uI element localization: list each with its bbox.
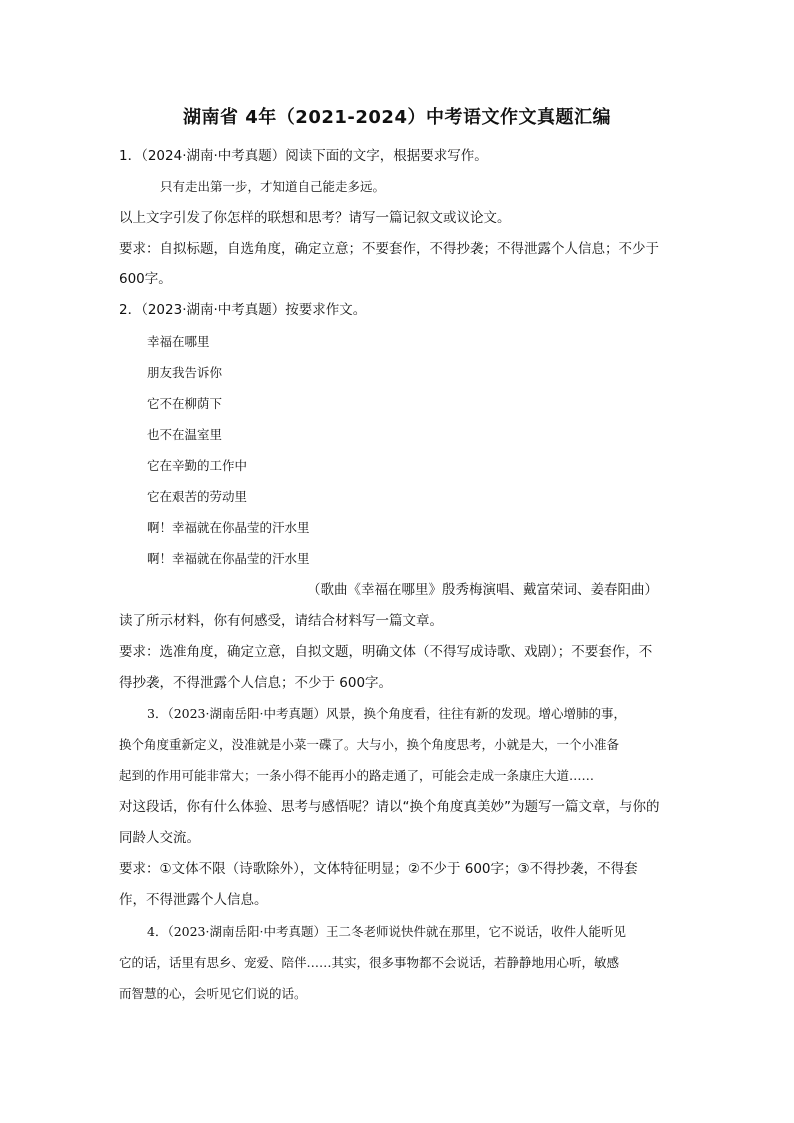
q1-prompt: 以上文字引发了你怎样的联想和思考？请写一篇记叙文或议论文。 — [119, 210, 511, 226]
q1-requirement-line2: 600字。 — [119, 271, 172, 287]
q2-lyric-line: 它在艰苦的劳动里 — [147, 489, 248, 504]
q2-lyric-line: 它不在柳荫下 — [147, 396, 223, 411]
q1-requirement-line1: 要求：自拟标题，自选角度，确定立意；不要套作，不得抄袭；不得泄露个人信息；不少于 — [119, 241, 659, 257]
q1-header: 1．（2024·湖南·中考真题）阅读下面的文字，根据要求写作。 — [119, 148, 488, 164]
q3-paragraph-line2: 换个角度重新定义，没准就是小菜一碟了。大与小，换个角度思考，小就是大，一个小准备 — [119, 737, 620, 752]
q2-lyric-line: 也不在温室里 — [147, 427, 223, 442]
q2-requirement-line2: 得抄袭，不得泄露个人信息；不少于 600字。 — [119, 675, 393, 691]
q3-requirement-line2: 作，不得泄露个人信息。 — [119, 892, 268, 908]
q2-lyric-line: 它在辛勤的工作中 — [147, 458, 248, 473]
q3-paragraph-line3: 起到的作用可能非常大；一条小得不能再小的路走通了，可能会走成一条康庄大道…… — [119, 768, 595, 783]
q2-requirement-line1: 要求：选准角度，确定立意，自拟文题，明确文体（不得写成诗歌、戏剧）；不要套作，不 — [119, 644, 653, 660]
q2-lyric-line: 幸福在哪里 — [147, 334, 210, 349]
q2-lyric-line: 啊！幸福就在你晶莹的汗水里 — [147, 551, 310, 566]
q3-requirement-line1: 要求：①文体不限（诗歌除外），文体特征明显；②不少于 600字；③不得抄袭，不得套 — [119, 861, 638, 877]
q4-paragraph-line3: 而智慧的心，会听见它们说的话。 — [119, 986, 307, 1001]
q2-header: 2．（2023·湖南·中考真题）按要求作文。 — [119, 302, 367, 318]
q4-paragraph-line2: 它的话，话里有思乡、宠爱、陪伴……其实，很多事物都不会说话，若静静地用心听，敏感 — [119, 955, 620, 970]
q4-paragraph-line1: 4．（2023·湖南岳阳·中考真题）王二冬老师说快件就在那里，它不说话，收件人能听见 — [147, 924, 626, 939]
q3-paragraph-line1: 3．（2023·湖南岳阳·中考真题）风景，换个角度看，往往有新的发现。增心增肺的事， — [147, 706, 626, 721]
q3-prompt-line1: 对这段话，你有什么体验、思考与感悟呢？请以“换个角度真美妙”为题写一篇文章，与你的 — [119, 799, 660, 815]
q2-source: （歌曲《幸福在哪里》殷秀梅演唱、戴富荣词、姜春阳曲） — [307, 582, 658, 598]
q2-lyric-line: 啊！幸福就在你晶莹的汗水里 — [147, 520, 310, 535]
q2-lyric-line: 朋友我告诉你 — [147, 365, 223, 380]
q1-quote: 只有走出第一步，才知道自己能走多远。 — [160, 179, 386, 194]
page-title: 湖南省 4年（2021-2024）中考语文作文真题汇编 — [183, 107, 611, 128]
q3-prompt-line2: 同龄人交流。 — [119, 830, 200, 846]
q2-prompt: 读了所示材料，你有何感受，请结合材料写一篇文章。 — [119, 613, 443, 629]
